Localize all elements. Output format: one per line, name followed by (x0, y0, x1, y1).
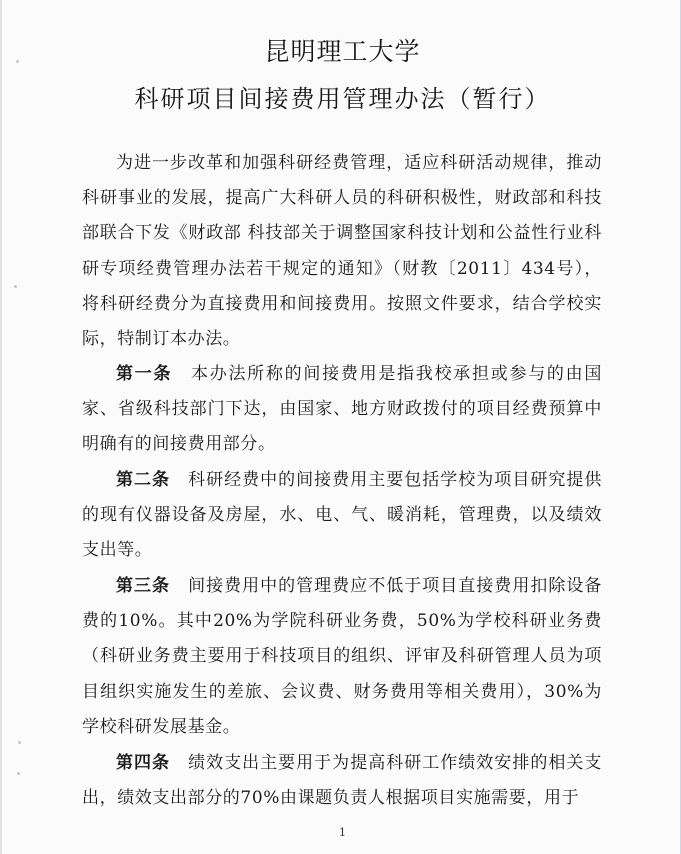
article-4 (82, 746, 602, 816)
intro-paragraph: 为进一步改革和加强科研经费管理，适应科研活动规律，推动科研事业的发展，提高广大科研人员的科研积极性，财政部和科技部联合下发《财政部 科技部关于调整国家科技计划和公益性行业科研专项经费管理办法若干规定的通知》（财教〔2011〕434号），将科研经费分为直接费用和间接费用。按照文件要求，结合学校实际，特制订本办法。 (82, 153, 602, 350)
document-title: 科研项目间接费用管理办法（暂行） (134, 85, 551, 113)
scan-speck (18, 741, 21, 744)
article-4-heading: 第四条 (116, 753, 171, 773)
scan-speck (16, 60, 19, 63)
institution-title: 昆明理工大学 (264, 37, 421, 66)
article-3-heading: 第三条 (116, 576, 171, 596)
article-4-body: 绩效支出主要用于为提高科研工作绩效安排的相关支出，绩效支出部分的70%由课题负责人根据项目实施需要，用于 (82, 753, 602, 809)
article-2-heading: 第二条 (116, 470, 171, 490)
article-2 (82, 463, 602, 569)
page-number: 1 (339, 826, 346, 839)
article-1-heading: 第一条 (116, 364, 173, 384)
article-1 (82, 357, 602, 463)
scan-speck (14, 285, 17, 288)
article-1-body: 本办法所称的间接费用是指我校承担或参与的由国家、省级科技部门下达，由国家、地方财政拨付的项目经费预算中明确有的间接费用部分。 (82, 364, 603, 455)
article-2-body: 科研经费中的间接费用主要包括学校为项目研究提供的现有仪器设备及房屋，水、电、气、暖消耗，管理费，以及绩效支出等。 (82, 470, 602, 561)
article-3 (82, 569, 602, 745)
scan-speck (17, 772, 20, 775)
article-3-body: 间接费用中的管理费应不低于项目直接费用扣除设备费的10%。其中20%为学院科研业务费，50%为学校科研业务费（科研业务费主要用于科技项目的组织、评审及科研管理人员为项目组织实施发生的差旅、会议费、财务费用等相关费用），30%为学校科研发展基金。 (82, 576, 602, 737)
